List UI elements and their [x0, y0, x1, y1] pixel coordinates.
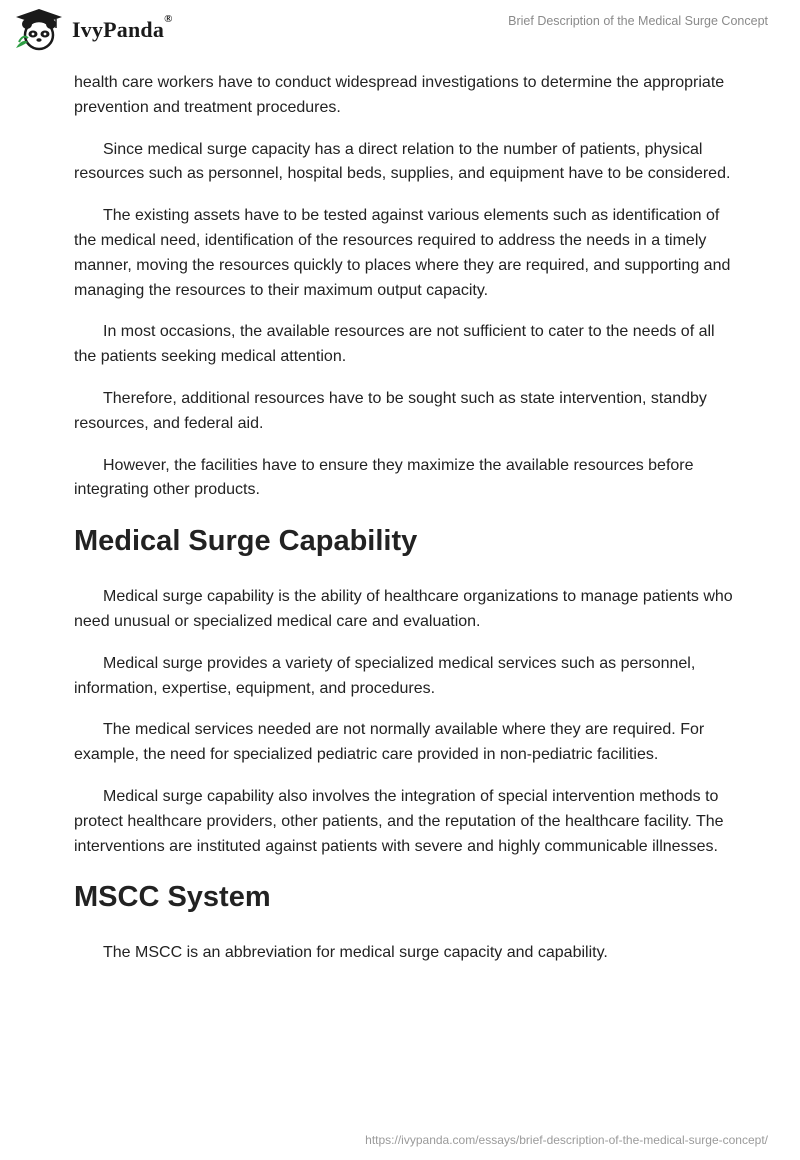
- paragraph: Medical surge provides a variety of specialized medical services such as personnel, information, expertise, equipment, and procedures.: [74, 654, 696, 697]
- document-title: Brief Description of the Medical Surge Concept: [508, 14, 768, 28]
- panda-graduate-icon: [14, 8, 64, 52]
- paragraph: However, the facilities have to ensure they maximize the available resources before integrating other products.: [74, 456, 694, 499]
- brand-logo[interactable]: [14, 8, 173, 52]
- source-url[interactable]: https://ivypanda.com/essays/brief-description-of-the-medical-surge-concept/: [365, 1133, 768, 1147]
- section-heading-mscc-system: MSCC System: [74, 881, 271, 914]
- paragraph: Therefore, additional resources have to be sought such as state intervention, standby resources, and federal aid.: [74, 389, 707, 432]
- page-header: [0, 0, 800, 64]
- paragraph: Medical surge capability also involves the integration of special intervention methods to protect healthcare providers, other patients, and the reputation of the healthcare facility. The interventions are instituted against patients with severe and highly communicable illnesses.: [74, 787, 724, 855]
- paragraph: The MSCC is an abbreviation for medical surge capacity and capability.: [103, 944, 608, 962]
- brand-name: [72, 13, 173, 43]
- paragraph: health care workers have to conduct widespread investigations to determine the appropriate prevention and treatment procedures.: [74, 74, 725, 116]
- section-heading-medical-surge-capability: Medical Surge Capability: [74, 525, 418, 558]
- paragraph: The existing assets have to be tested against various elements such as identification of the medical need, identification of the resources required to address the needs in a timely manner, moving the resources quickly to places where they are required, and supporting and managing the resources to their maximum output capacity.: [74, 207, 731, 299]
- brand-name-text: IvyPanda: [72, 17, 165, 42]
- article-body: [74, 71, 734, 983]
- paragraph: Since medical surge capacity has a direct relation to the number of patients, physical resources such as personnel, hospital beds, supplies, and equipment have to be considered.: [74, 140, 731, 183]
- paragraph: In most occasions, the available resources are not sufficient to cater to the needs of all the patients seeking medical attention.: [74, 323, 715, 366]
- paragraph: The medical services needed are not normally available where they are required. For example, the need for specialized pediatric care provided in non-pediatric facilities.: [74, 721, 705, 764]
- registered-mark: ®: [164, 13, 173, 25]
- paragraph: Medical surge capability is the ability of healthcare organizations to manage patients who need unusual or specialized medical care and evaluation.: [74, 588, 733, 630]
